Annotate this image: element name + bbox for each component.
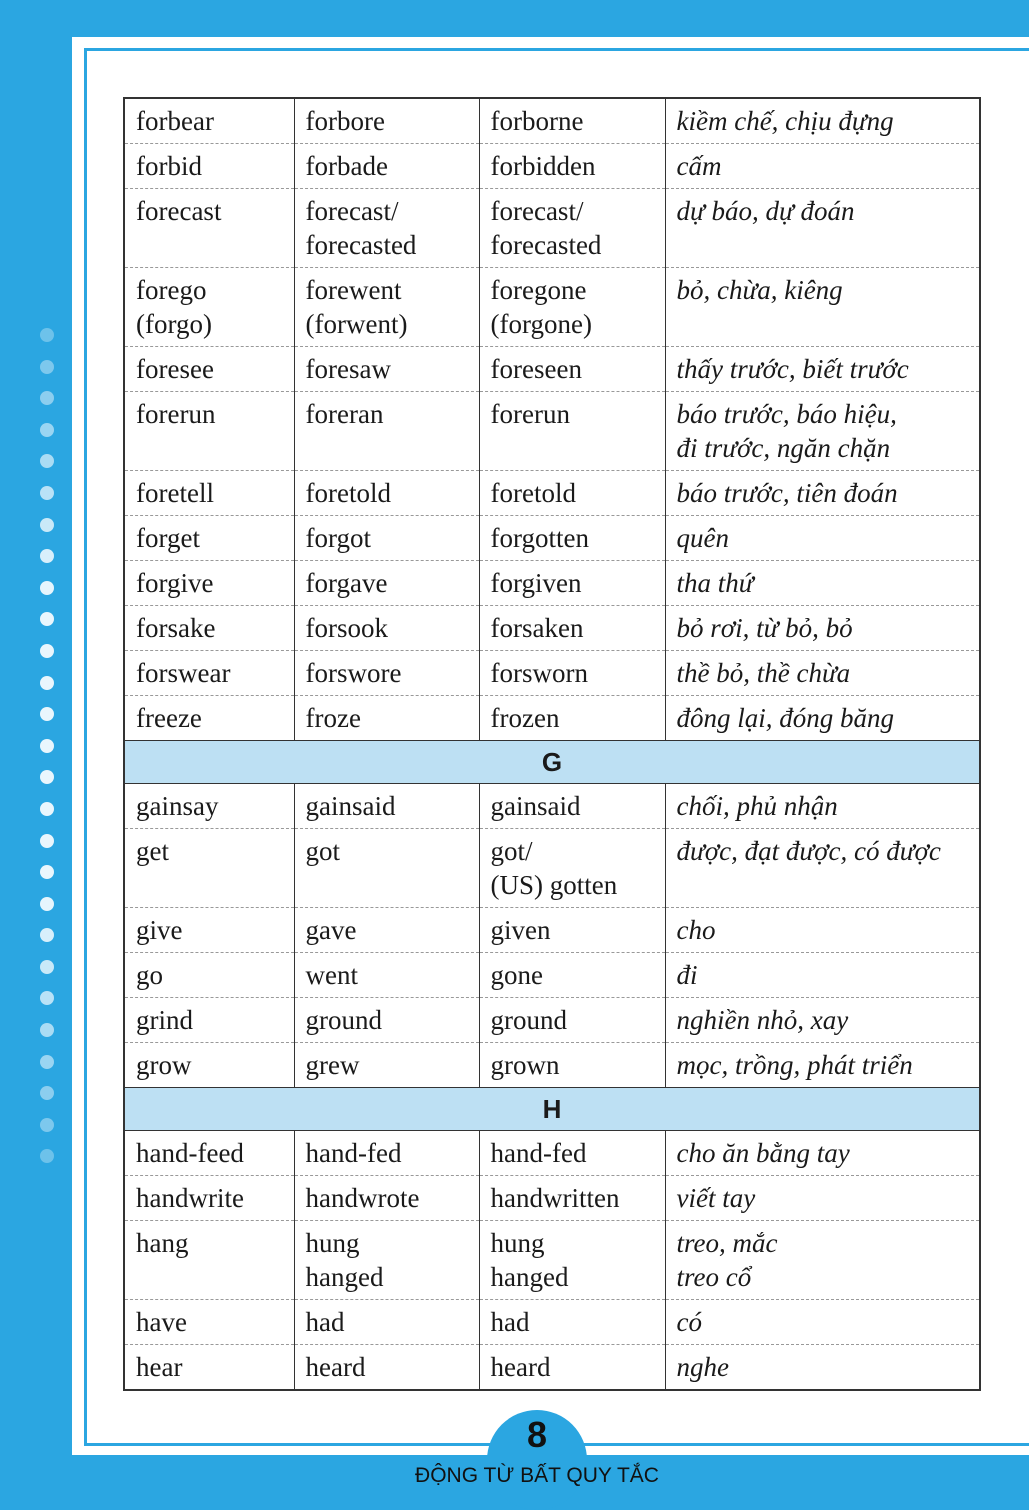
base-form-cell: grow	[124, 1043, 294, 1088]
past-simple-cell: forgave	[294, 561, 479, 606]
base-form-cell: forsake	[124, 606, 294, 651]
binding-dot	[40, 834, 54, 848]
meaning-cell: thấy trước, biết trước	[665, 347, 980, 392]
binding-dot	[40, 1055, 54, 1069]
past-simple-cell: hand-fed	[294, 1131, 479, 1176]
table-row	[124, 606, 980, 651]
meaning-cell: bỏ rơi, từ bỏ, bỏ	[665, 606, 980, 651]
binding-dot	[40, 423, 54, 437]
table-row	[124, 829, 980, 908]
past-participle-cell: hand-fed	[479, 1131, 665, 1176]
table-row	[124, 268, 980, 347]
past-simple-cell: grew	[294, 1043, 479, 1088]
binding-dot	[40, 454, 54, 468]
past-simple-cell: heard	[294, 1345, 479, 1391]
table-row	[124, 908, 980, 953]
table-row	[124, 189, 980, 268]
past-participle-cell: forbidden	[479, 144, 665, 189]
meaning-cell: dự báo, dự đoán	[665, 189, 980, 268]
past-simple-cell: ground	[294, 998, 479, 1043]
table-row	[124, 98, 980, 144]
past-participle-cell: foretold	[479, 471, 665, 516]
past-simple-cell: foretold	[294, 471, 479, 516]
past-participle-cell: had	[479, 1300, 665, 1345]
table-row	[124, 953, 980, 998]
table-row	[124, 347, 980, 392]
base-form-cell: handwrite	[124, 1176, 294, 1221]
table-row	[124, 561, 980, 606]
past-simple-cell: gave	[294, 908, 479, 953]
meaning-cell: đi	[665, 953, 980, 998]
meaning-cell: chối, phủ nhận	[665, 784, 980, 829]
base-form-cell: grind	[124, 998, 294, 1043]
binding-dot	[40, 1118, 54, 1132]
base-form-cell: forbid	[124, 144, 294, 189]
table-row	[124, 392, 980, 471]
binding-dot	[40, 865, 54, 879]
binding-dot	[40, 612, 54, 626]
past-simple-cell: forbore	[294, 98, 479, 144]
past-simple-cell: went	[294, 953, 479, 998]
binding-dot	[40, 360, 54, 374]
table-row	[124, 1131, 980, 1176]
section-letter: G	[124, 741, 980, 784]
binding-dot	[40, 581, 54, 595]
base-form-cell: go	[124, 953, 294, 998]
past-simple-cell: had	[294, 1300, 479, 1345]
binding-dot	[40, 549, 54, 563]
table-row	[124, 1176, 980, 1221]
table-row	[124, 471, 980, 516]
meaning-cell: treo, mắc treo cổ	[665, 1221, 980, 1300]
section-header	[124, 741, 980, 784]
meaning-cell: thề bỏ, thề chừa	[665, 651, 980, 696]
binding-dot	[40, 1023, 54, 1037]
base-form-cell: hang	[124, 1221, 294, 1300]
past-simple-cell: gainsaid	[294, 784, 479, 829]
meaning-cell: bỏ, chừa, kiêng	[665, 268, 980, 347]
past-participle-cell: handwritten	[479, 1176, 665, 1221]
table-row	[124, 696, 980, 741]
table-row	[124, 516, 980, 561]
meaning-cell: nghe	[665, 1345, 980, 1391]
past-simple-cell: foreran	[294, 392, 479, 471]
base-form-cell: foretell	[124, 471, 294, 516]
base-form-cell: forget	[124, 516, 294, 561]
meaning-cell: viết tay	[665, 1176, 980, 1221]
past-participle-cell: forerun	[479, 392, 665, 471]
past-participle-cell: heard	[479, 1345, 665, 1391]
meaning-cell: kiềm chế, chịu đựng	[665, 98, 980, 144]
binding-dot	[40, 928, 54, 942]
past-simple-cell: forsook	[294, 606, 479, 651]
table-row	[124, 1300, 980, 1345]
base-form-cell: forgive	[124, 561, 294, 606]
past-participle-cell: gone	[479, 953, 665, 998]
binding-dot	[40, 960, 54, 974]
section-header	[124, 1088, 980, 1131]
past-simple-cell: froze	[294, 696, 479, 741]
past-simple-cell: forbade	[294, 144, 479, 189]
table-row	[124, 998, 980, 1043]
past-participle-cell: grown	[479, 1043, 665, 1088]
past-simple-cell: forewent (forwent)	[294, 268, 479, 347]
past-simple-cell: forgot	[294, 516, 479, 561]
table-row	[124, 1345, 980, 1391]
footer-title: ĐỘNG TỪ BẤT QUY TẮC	[415, 1464, 659, 1487]
base-form-cell: forego (forgo)	[124, 268, 294, 347]
past-participle-cell: frozen	[479, 696, 665, 741]
past-simple-cell: foresaw	[294, 347, 479, 392]
past-participle-cell: ground	[479, 998, 665, 1043]
binding-dot	[40, 676, 54, 690]
binding-dot	[40, 707, 54, 721]
table-row	[124, 784, 980, 829]
past-simple-cell: forswore	[294, 651, 479, 696]
binding-dot	[40, 991, 54, 1005]
meaning-cell: báo trước, tiên đoán	[665, 471, 980, 516]
irregular-verbs-table	[123, 97, 981, 1391]
table-row	[124, 144, 980, 189]
binding-dot	[40, 644, 54, 658]
past-participle-cell: forborne	[479, 98, 665, 144]
binding-dot	[40, 897, 54, 911]
past-simple-cell: got	[294, 829, 479, 908]
past-participle-cell: forsworn	[479, 651, 665, 696]
binding-dot	[40, 486, 54, 500]
past-participle-cell: given	[479, 908, 665, 953]
past-simple-cell: forecast/ forecasted	[294, 189, 479, 268]
past-participle-cell: forgiven	[479, 561, 665, 606]
base-form-cell: forswear	[124, 651, 294, 696]
page-number: 8	[526, 1414, 548, 1455]
base-form-cell: gainsay	[124, 784, 294, 829]
meaning-cell: quên	[665, 516, 980, 561]
base-form-cell: foresee	[124, 347, 294, 392]
binding-dot	[40, 739, 54, 753]
past-participle-cell: forecast/ forecasted	[479, 189, 665, 268]
table-row	[124, 1043, 980, 1088]
meaning-cell: cho ăn bằng tay	[665, 1131, 980, 1176]
base-form-cell: give	[124, 908, 294, 953]
base-form-cell: hand-feed	[124, 1131, 294, 1176]
base-form-cell: get	[124, 829, 294, 908]
past-simple-cell: hung hanged	[294, 1221, 479, 1300]
meaning-cell: đông lại, đóng băng	[665, 696, 980, 741]
past-participle-cell: gainsaid	[479, 784, 665, 829]
base-form-cell: forecast	[124, 189, 294, 268]
binding-dot	[40, 1149, 54, 1163]
base-form-cell: forerun	[124, 392, 294, 471]
meaning-cell: được, đạt được, có được	[665, 829, 980, 908]
base-form-cell: forbear	[124, 98, 294, 144]
past-participle-cell: foregone (forgone)	[479, 268, 665, 347]
binding-dot	[40, 518, 54, 532]
base-form-cell: hear	[124, 1345, 294, 1391]
binding-dot	[40, 770, 54, 784]
past-participle-cell: hung hanged	[479, 1221, 665, 1300]
base-form-cell: have	[124, 1300, 294, 1345]
meaning-cell: cấm	[665, 144, 980, 189]
table-row	[124, 1221, 980, 1300]
table-row	[124, 651, 980, 696]
binding-dot	[40, 802, 54, 816]
past-participle-cell: forsaken	[479, 606, 665, 651]
binding-dots	[40, 328, 56, 1181]
past-participle-cell: got/ (US) gotten	[479, 829, 665, 908]
meaning-cell: báo trước, báo hiệu, đi trước, ngăn chặn	[665, 392, 980, 471]
past-participle-cell: forgotten	[479, 516, 665, 561]
binding-dot	[40, 391, 54, 405]
meaning-cell: có	[665, 1300, 980, 1345]
meaning-cell: mọc, trồng, phát triển	[665, 1043, 980, 1088]
base-form-cell: freeze	[124, 696, 294, 741]
meaning-cell: tha thứ	[665, 561, 980, 606]
binding-dot	[40, 1086, 54, 1100]
meaning-cell: cho	[665, 908, 980, 953]
section-letter: H	[124, 1088, 980, 1131]
binding-dot	[40, 328, 54, 342]
meaning-cell: nghiền nhỏ, xay	[665, 998, 980, 1043]
past-simple-cell: handwrote	[294, 1176, 479, 1221]
past-participle-cell: foreseen	[479, 347, 665, 392]
